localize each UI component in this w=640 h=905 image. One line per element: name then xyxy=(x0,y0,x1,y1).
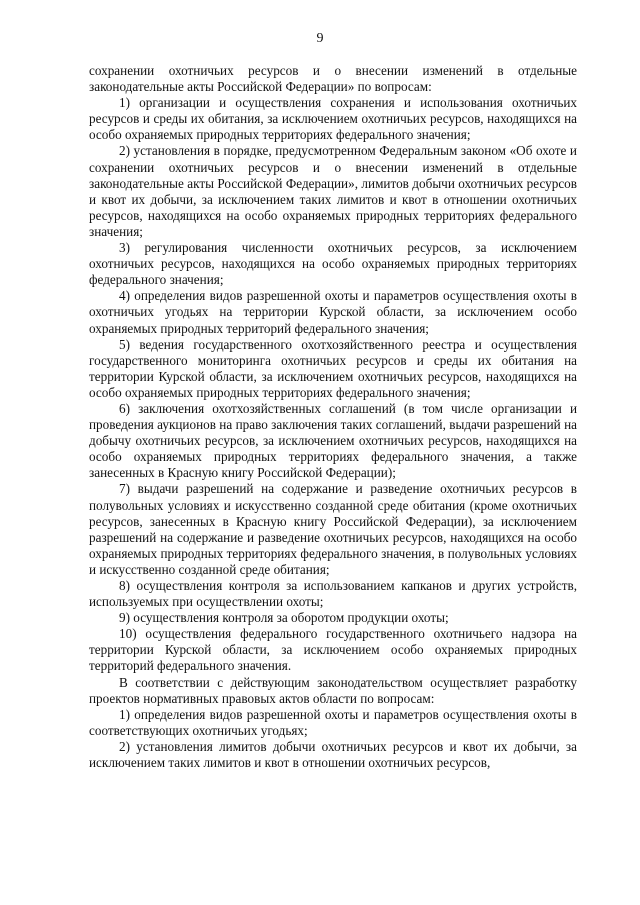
list-item-3: 3) регулирования численности охотничьих ресурсов, за исключением охотничьих ресурсов, находящихся на особо охраняемых природных территориях федерального значения; xyxy=(89,240,577,288)
list-item-8: 8) осуществления контроля за использованием капканов и других устройств, используемых при осуществлении охоты; xyxy=(89,578,577,610)
sublist-item-1: 1) определения видов разрешенной охоты и параметров осуществления охоты в соответствующих охотничьих угодьях; xyxy=(89,706,577,738)
list-item-9: 9) осуществления контроля за оборотом продукции охоты; xyxy=(119,610,449,626)
list-item-4: 4) определения видов разрешенной охоты и параметров осуществления охоты в охотничьих угодьях на территории Курской области, за исключением особо охраняемых природных территорий федерального значения; xyxy=(89,288,577,336)
list-item-5: 5) ведения государственного охотхозяйственного реестра и осуществления государственного мониторинга охотничьих ресурсов и среды их обитания на территории Курской области, за исключением охотничьих ресурсов, находящихся на особо охраняемых природных территориях федерального значения; xyxy=(89,336,577,400)
paragraph-intro: сохранении охотничьих ресурсов и о внесении изменений в отдельные законодательные акты Российской Федерации» по вопросам: xyxy=(89,63,577,95)
list-item-10: 10) осуществления федерального государственного охотничьего надзора на территории Курской области, за исключением особо охраняемых природных территорий федерального значения. xyxy=(89,626,577,674)
page-number: 9 xyxy=(316,31,324,46)
list-item-1: 1) организации и осуществления сохранения и использования охотничьих ресурсов и среды их обитания, за исключением охотничьих ресурсов, находящихся на особо охраняемых природных территориях федерального значения; xyxy=(89,95,577,143)
list-item-6: 6) заключения охотхозяйственных соглашений (в том числе организации и проведения аукционов на право заключения таких соглашений, выдачи разрешений на добычу охотничьих ресурсов, за исключением охотничьих ресурсов, находящихся на особо охраняемых природных территориях федерального значения, а также занесенных в Красную книгу Российской Федерации); xyxy=(89,400,577,481)
sublist-item-2: 2) установления лимитов добычи охотничьих ресурсов и квот их добычи, за исключением таких лимитов и квот в отношении охотничьих ресурсов, xyxy=(89,738,577,771)
paragraph-legislation: В соответствии с действующим законодательством осуществляет разработку проектов нормативных правовых актов области по вопросам: xyxy=(89,674,577,706)
list-item-2: 2) установления в порядке, предусмотренном Федеральным законом «Об охоте и сохранении охотничьих ресурсов и о внесении изменений в отдельные законодательные акты Российской Федерации», лимитов добычи охотничьих ресурсов и квот их добычи, за исключением таких лимитов и квот в отношении охотничьих ресурсов, находящихся на особо охраняемых природных территориях федерального значения; xyxy=(89,143,577,239)
list-item-7: 7) выдачи разрешений на содержание и разведение охотничьих ресурсов в полувольных условиях и искусственно созданной среде обитания (кроме охотничьих ресурсов, занесенных в Красную книгу Российской Федерации), за исключением разрешений на содержание и разведение охотничьих ресурсов, находящихся на особо охраняемых природных территориях федерального значения, в полувольных условиях и искусственно созданной среде обитания; xyxy=(89,481,577,577)
document-body xyxy=(89,63,577,771)
